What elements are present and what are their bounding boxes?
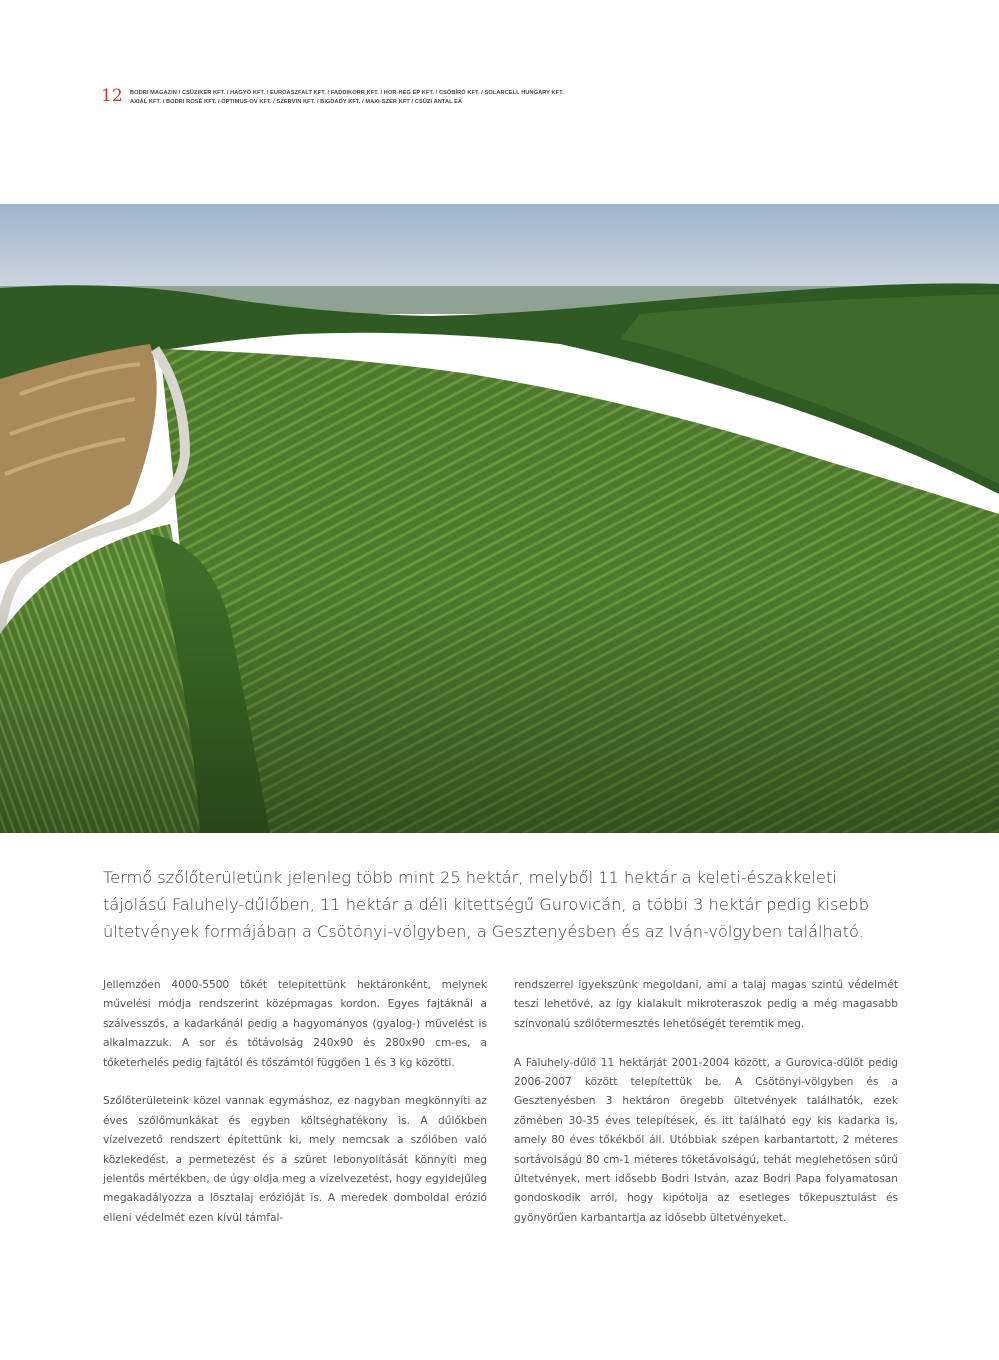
- body-column-right: [514, 976, 898, 1248]
- sponsor-list: [130, 89, 564, 107]
- body-column-left: [103, 976, 487, 1248]
- body-paragraph: Szőlőterületeink közel vannak egymáshoz, ez nagyban megkönnyíti az éves szőlőmunkákat és egyben költséghatékony is. A dűlőkben vízelvezető rendszert építettünk ki, mely nemcsak a szőlőben való közlekedést, a permetezést és a szüret lebonyolítását könnyíti meg jelentős mértékben, de úgy oldja meg a vízelvezetést, hogy egyidejűleg megakadályozza a lösztalaj erózióját is. A meredek domboldal erózió elleni védelmét ezen kívül támfal-: [103, 1095, 487, 1224]
- lead-paragraph: Termő szőlőterületünk jelenleg több mint 25 hektár, melyből 11 hektár a keleti-északkeleti tájolású Faluhely-dűlőben, 11 hektár a déli kitettségű Gurovicán, a többi 3 hektár pedig kisebb ültetvények formájában a Csötönyi-völgyben, a Gesztenyésben és az Iván-völgyben található.: [103, 868, 869, 941]
- page-number: 12: [101, 86, 123, 106]
- hero-photo: [0, 204, 999, 833]
- vineyard-landscape-image: [0, 204, 999, 833]
- body-paragraph: Jellemzően 4000-5500 tőkét telepítettünk hektáronként, melynek művelési módja rendszerint középmagas kordon. Egyes fajtáknál a szálvesszős, a kadarkánál pedig a hagyományos (gyalog-) művelést is alkalmazzuk. A sor és tőtávolság 240x90 és 280x90 cm-es, a tőketerhelés pedig fajtától és tőszámtól függően 1 és 3 kg közötti.: [103, 979, 487, 1069]
- sponsor-line-2: AXIÁL KFT. / BODRI ROSÉ KFT. / OPTIMUS-OV KFT. / SZERVIN KFT. / BIGDADY KFT. / MAXI-SZER KFT / CSŰZI ANTAL EA: [130, 99, 463, 105]
- sponsor-line-1: BODRI MAGAZIN / CSÜZIKER KFT. / HAGYÓ KFT. / EUROASZFALT KFT. / FADDIKORR KFT. / HOR-HEG ÉP KFT. / CSŐBÍRÓ KFT. / SOLARCELL HUNGARY KFT.: [130, 90, 564, 96]
- body-paragraph: A Faluhely-dűlő 11 hektárját 2001-2004 között, a Gurovica-dűlőt pedig 2006-2007 között telepítettük be. A Csötönyi-völgyben és a Gesztenyésben 3 hektáron öregebb ültetvények találhatók, ezek zömében 30-35 éves telepítések, és itt található egy kis kadarka is, amely 80 éves tőkékből áll. Utóbbiak szépen karbantartott, 2 méteres sortávolságú 80 cm-1 méteres tőketávolságú, tehát meglehetősen sűrű ültetvények, mert idősebb Bodri István, azaz Bodri Papa folyamatosan gondoskodik arról, hogy kipótolja az esetleges tőkepusztulást és gyönyörűen karbantartja az idősebb ültetvényeket.: [514, 1056, 898, 1224]
- body-paragraph: rendszerrel igyekszünk megoldani, ami a talaj magas szintű védelmét teszi lehetővé, az így kialakult mikroteraszok pedig a még magasabb színvonalú szőlőtermesztés lehetőségét teremtik meg.: [514, 979, 898, 1030]
